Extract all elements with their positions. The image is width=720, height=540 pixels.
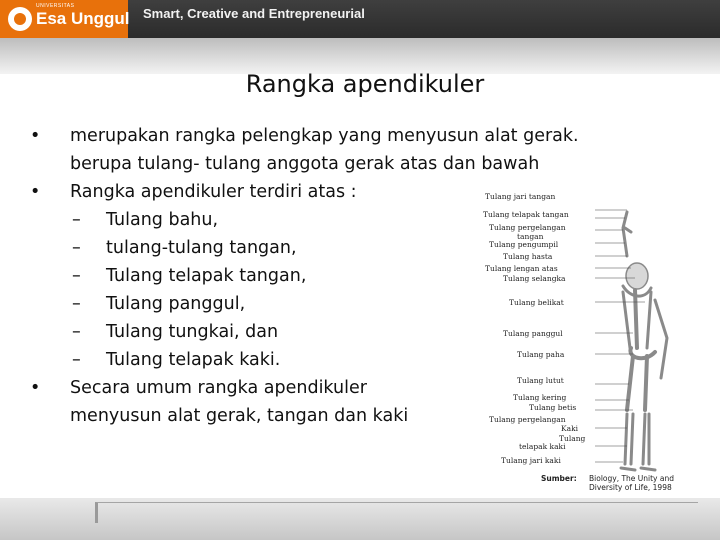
- logo-subtitle: UNIVERSITAS: [36, 3, 75, 9]
- bullet-text: menyusun alat gerak, tangan dan kaki: [70, 406, 409, 426]
- diagram-label: Tulang telapak tangan: [483, 210, 569, 219]
- diagram-label: Tulang pergelangan: [489, 415, 566, 424]
- diagram-label: Tulang lengan atas: [485, 264, 558, 273]
- header-band: [0, 38, 720, 74]
- bullet-text: Rangka apendikuler terdiri atas :: [70, 182, 357, 202]
- diagram-label: Tulang betis: [529, 403, 577, 412]
- bullet-text: merupakan rangka pelengkap yang menyusun alat gerak.: [70, 126, 579, 146]
- diagram-label: Tulang panggul: [503, 329, 563, 338]
- sub-item-text: Tulang panggul,: [106, 294, 246, 314]
- diagram-source-text: Biology, The Unity and: [589, 474, 674, 483]
- diagram-label: Tulang belikat: [509, 298, 564, 307]
- header-bar: [0, 0, 720, 38]
- dash-icon: –: [72, 322, 81, 342]
- bullet-icon: •: [30, 378, 41, 398]
- sub-item-text: Tulang telapak tangan,: [106, 266, 307, 286]
- sub-item-text: Tulang telapak kaki.: [106, 350, 281, 370]
- diagram-label: Tulang hasta: [503, 252, 553, 261]
- diagram-label: Tulang jari tangan: [485, 192, 556, 201]
- tagline: Smart, Creative and Entrepreneurial: [143, 6, 365, 21]
- dash-icon: –: [72, 238, 81, 258]
- bullet-text: Secara umum rangka apendikuler: [70, 378, 367, 398]
- university-logo: [0, 0, 128, 38]
- diagram-label: Tulang: [559, 434, 586, 443]
- logo-name: Esa Unggul: [36, 9, 130, 28]
- diagram-label: Tulang lutut: [517, 376, 564, 385]
- dash-icon: –: [72, 294, 81, 314]
- diagram-label: Kaki: [561, 424, 579, 433]
- diagram-label: Tulang pengumpil: [489, 240, 559, 249]
- dash-icon: –: [72, 350, 81, 370]
- bullet-icon: •: [30, 182, 41, 202]
- diagram-label: Tulang jari kaki: [501, 456, 561, 465]
- dash-icon: –: [72, 266, 81, 286]
- sub-item-text: Tulang bahu,: [106, 210, 219, 230]
- diagram-source-label: Sumber:: [541, 474, 577, 483]
- footer-bar: [0, 498, 720, 540]
- logo-emblem-icon: [8, 7, 32, 31]
- bullet-text: berupa tulang- tulang anggota gerak atas dan bawah: [70, 154, 540, 174]
- skeleton-figure-icon: [455, 188, 695, 492]
- skeleton-diagram: [455, 188, 695, 492]
- diagram-label: Tulang kering: [513, 393, 567, 402]
- bullet-item: [30, 122, 710, 178]
- diagram-source-text: Diversity of Life, 1998: [589, 483, 672, 492]
- diagram-label: Tulang selangka: [503, 274, 566, 283]
- slide-title: Rangka apendikuler: [245, 70, 485, 98]
- bullet-icon: •: [30, 126, 41, 146]
- diagram-label: tangan: [517, 232, 544, 241]
- footer-divider: [95, 502, 698, 523]
- sub-item-text: Tulang tungkai, dan: [106, 322, 279, 342]
- diagram-label: Tulang paha: [517, 350, 565, 359]
- diagram-label: Tulang pergelangan: [489, 223, 566, 232]
- dash-icon: –: [72, 210, 81, 230]
- sub-item-text: tulang-tulang tangan,: [106, 238, 297, 258]
- diagram-label: telapak kaki: [519, 442, 566, 451]
